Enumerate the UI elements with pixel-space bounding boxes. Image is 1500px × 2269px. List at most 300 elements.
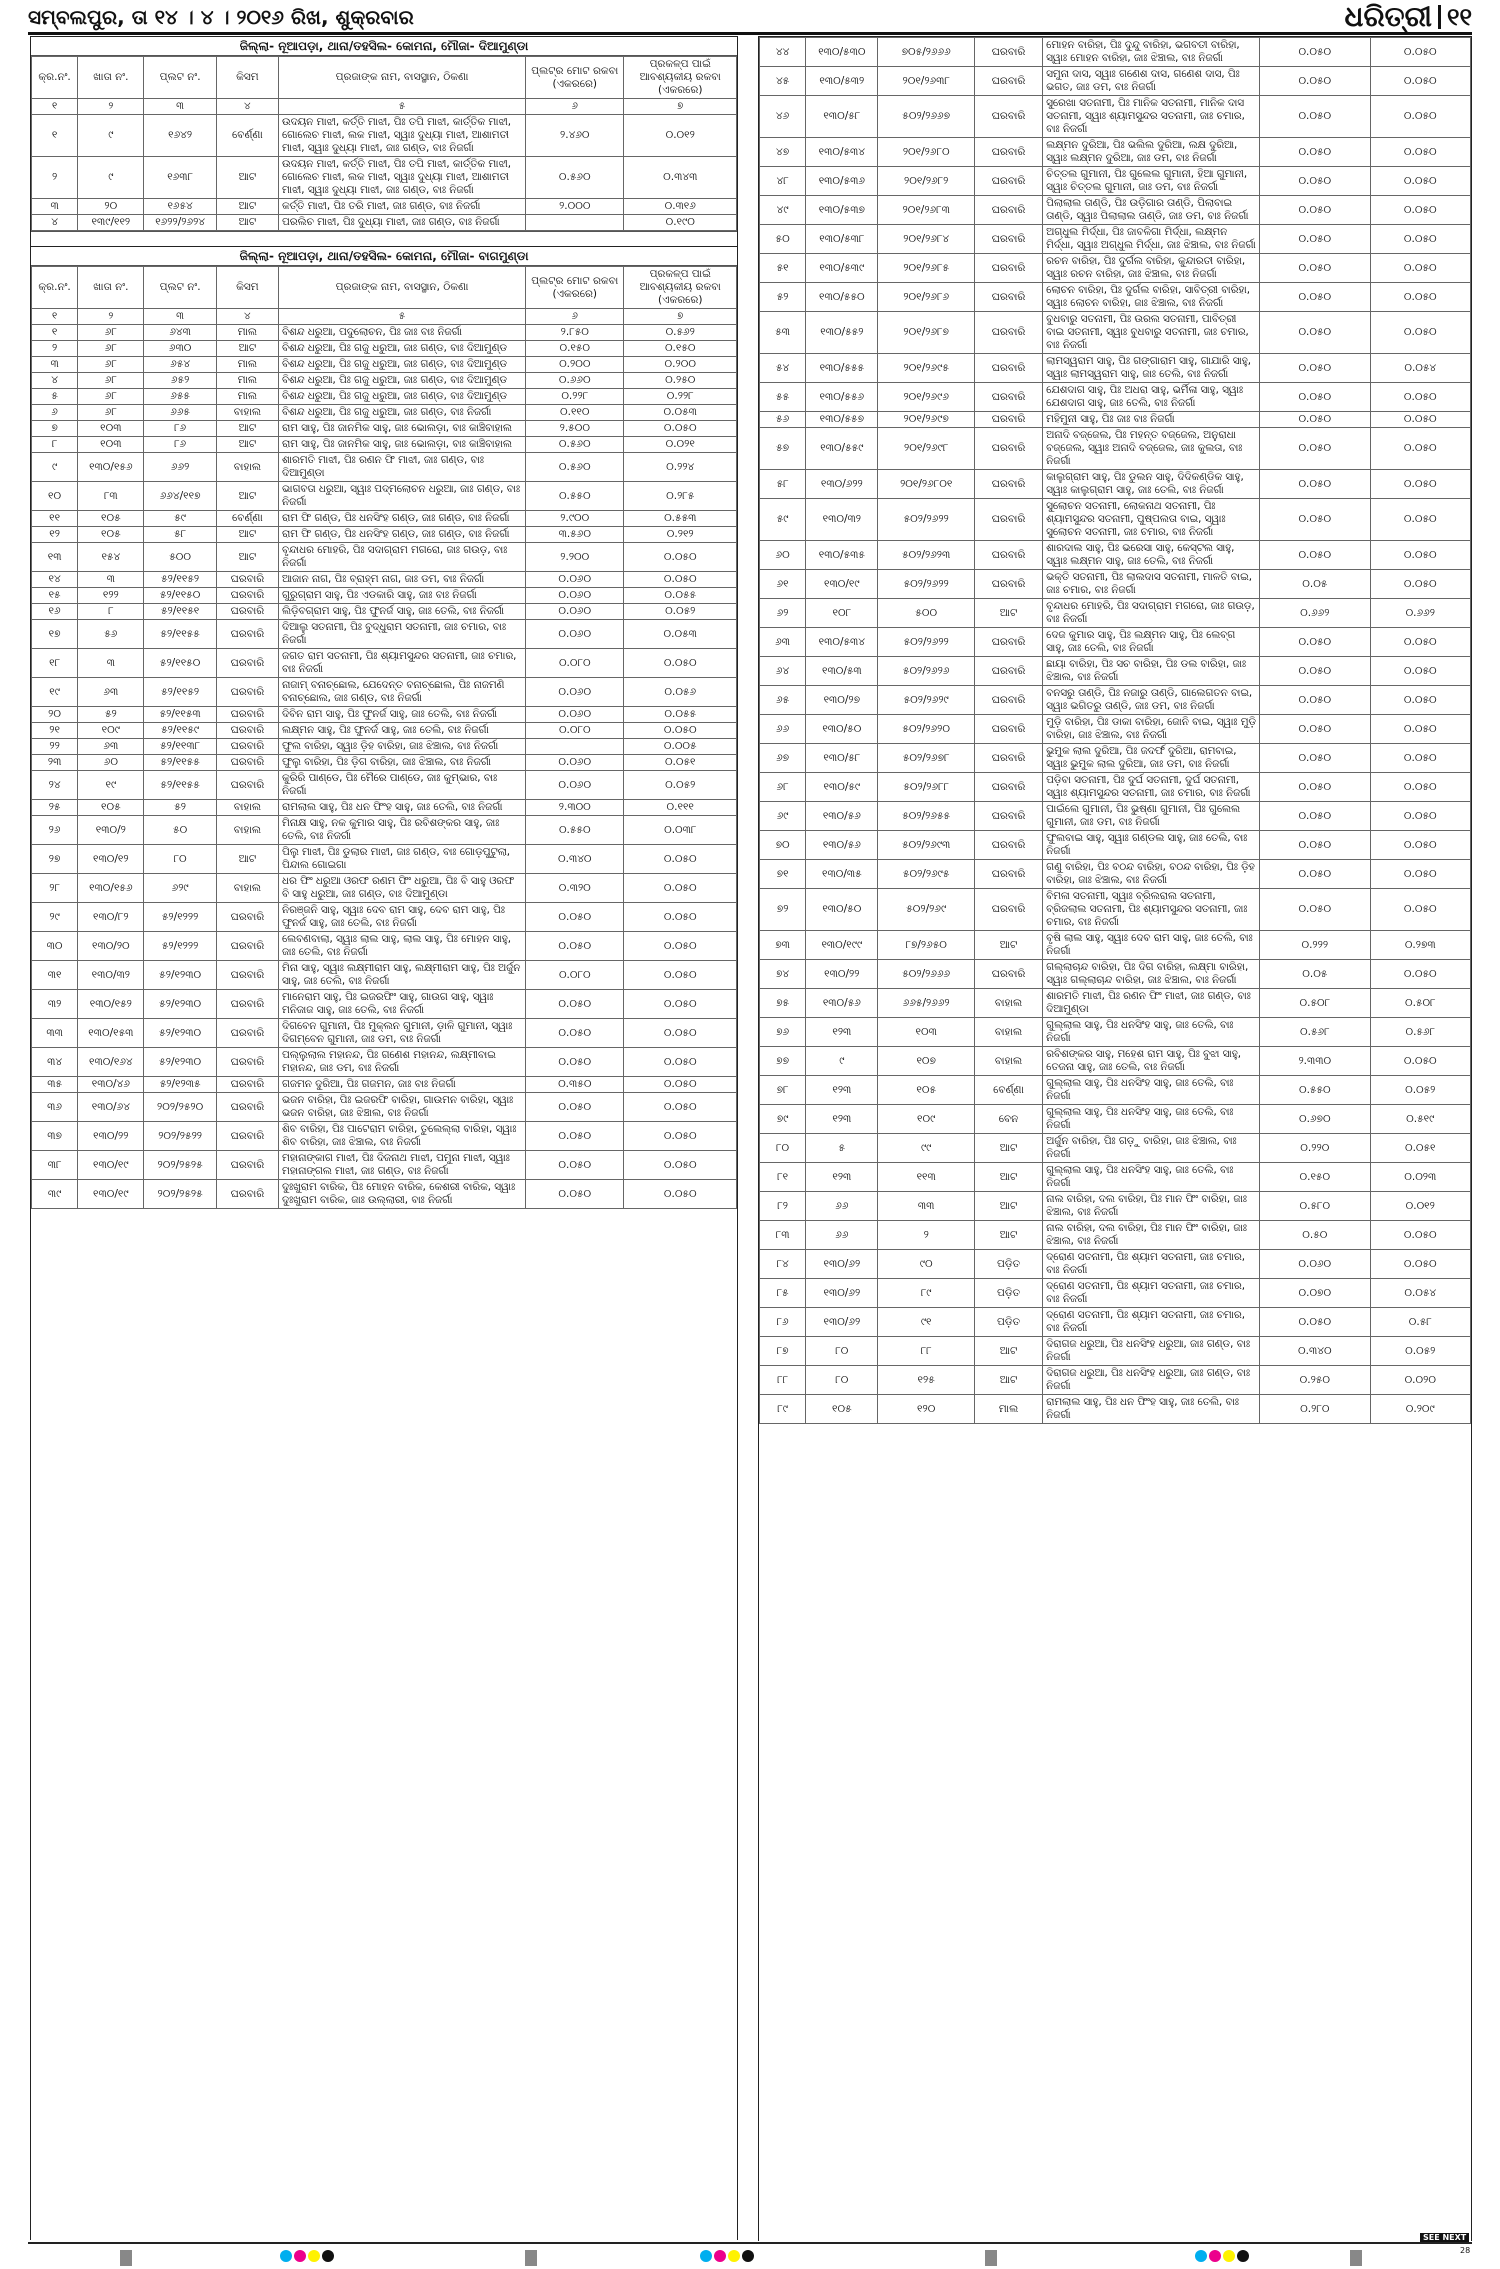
table-cell: ୦.୦୫୦ (624, 1048, 737, 1077)
table-row (760, 773, 1471, 802)
table-cell: ୫୦୨/୨୬୨୩ (878, 541, 974, 570)
table-row (32, 604, 737, 620)
column-number: ୬ (526, 99, 624, 115)
table-cell: ୦.୧୫୦ (526, 341, 624, 357)
table-cell: ୧୨୦ (878, 1395, 974, 1424)
table-cell: ୬୩ (78, 739, 144, 755)
table-cell: ୦.୦୫ (1260, 960, 1370, 989)
table-cell: ୦.୫୫୦ (526, 816, 624, 845)
table-cell: ଘରବାରି (216, 932, 278, 961)
table-cell: ୮୦ (760, 1134, 806, 1163)
print-color-dot (1223, 2250, 1235, 2262)
table-cell: ୧୩୦/୫୬ (806, 989, 878, 1018)
table-cell: ୨୦ (32, 707, 78, 723)
table-cell: ୫୦ (144, 816, 216, 845)
table-cell: ୦.୦୫୦ (1370, 96, 1470, 138)
table-cell: ୦.୦୫୦ (526, 1180, 624, 1209)
table-cell: ଘରବାରି (974, 744, 1042, 773)
table-cell: ୫୦୨/୨୬୫୫ (878, 802, 974, 831)
table-cell: ଲକ୍ଷ୍ମନ ସାହୁ, ପିଃ ଫୁନର୍ଜ ସାହୁ, ଜାଃ ତେଲି, ବାଃ ନିଜର୍ଗା (279, 723, 526, 739)
registration-marks-2 (525, 2250, 537, 2266)
table-cell: ୫୨/୧୧୫୫ (144, 620, 216, 649)
column-header: କ୍ର.ନଂ. (32, 267, 78, 309)
table-cell: ଆଟ (974, 1192, 1042, 1221)
table-cell: ୨୩ (32, 755, 78, 771)
table-cell: ଚିତ୍ତଲ ଗୁମାନୀ, ପିଃ ଗୁଲେଲ ଗୁମାନୀ, ହିଆ ଗୁମାନୀ, ସ୍ୱାଃ ଚିତ୍ତଲ ଗୁମାନୀ, ଜାଃ ଡମ, ବାଃ ନିଜର୍ଗା (1043, 167, 1260, 196)
table-cell: ୦.୦୫୦ (526, 1093, 624, 1122)
table-cell: ଘରବାରି (216, 739, 278, 755)
table-cell: ୦.୦୫୦ (1370, 802, 1470, 831)
table-cell: ୧୦୫ (78, 527, 144, 543)
table-cell: ୧୨୫ (878, 1366, 974, 1395)
table-cell: ୯ (78, 157, 144, 199)
table-cell: ୦.୦୫୦ (1260, 138, 1370, 167)
table-cell: ୩୭ (32, 1122, 78, 1151)
table-cell: ଗୁଲ୍ଲାଲ ସାହୁ, ପିଃ ଧନସିଂହ ସାହୁ, ଜାଃ ତେଲି, ବାଃ ନିଜର୍ଗା (1043, 1105, 1260, 1134)
masthead (28, 2, 1472, 35)
table-cell: ୦.୨୮୫ (624, 482, 737, 511)
table-cell: ୧୩୦/୫୦ (806, 715, 878, 744)
table-cell: ରଚନ ବାରିହା, ପିଃ ଦୁର୍ଗଲ ବାରିହା, କୁନ୍ଦାରତୀ ବାରିହା, ସ୍ୱାଃ ରଚନ ବାରିହା, ଜାଃ ଝିଞ୍ଚାଲ, ବାଃ ନିଜର୍ଗା (1043, 254, 1260, 283)
table-cell: ବିଶନ୍ଦ ଧରୁଆ, ପିଃ ଗଜୁ ଧରୁଆ, ଜାଃ ଗଣ୍ଡ, ବାଃ ଦିଆମୁଣ୍ଡ (279, 341, 526, 357)
table-cell: ଶାରମତି ମାଝୀ, ପିଃ ରଣନ ଫି ମାଝୀ, ଜାଃ ଗଣ୍ଡ, ବାଃ ଦିଆମୁଣ୍ଡା (279, 453, 526, 482)
table-cell: ୧୩୦/୧୯ (806, 570, 878, 599)
table-cell: ୦.୦୫୦ (624, 903, 737, 932)
table-cell: ୨୦୨/୨୫୨୫ (144, 1180, 216, 1209)
table-row (760, 570, 1471, 599)
table-cell: ଭୁମୁକ ଲାଲ ଦୁରିଆ, ପିଃ ଜଦର୍ଫ ଦୁରିଆ, ରାମବାଇ, ସ୍ୱାଃ ଭୁମୁକ ଲାଲ ଦୁରିଆ, ଜାଃ ଡମ, ବାଃ ନିଜର୍ଗା (1043, 744, 1260, 773)
table-cell: ୪୮ (760, 167, 806, 196)
table-cell: ୦.୦୫୦ (1370, 889, 1470, 931)
table-row (32, 874, 737, 903)
table-cell: ଘରବାରି (974, 283, 1042, 312)
table-cell: ମୁଡ଼ି ବାରିହା, ପିଃ ଡାକା ବାରିହା, ଜୋନି ବାଇ, ସ୍ୱାଃ ମୁଡ଼ି ବାରିହା, ଜାଃ ଝିଞ୍ଚାଲ, ବାଃ ନିଜର୍ଗା (1043, 715, 1260, 744)
table-cell: ପରଲିଚ ମାଝୀ, ପିଃ ଦୁଧ୍ୟା ମାଝୀ, ଜାଃ ଗଣ୍ଡ, ବାଃ ନିଜର୍ଗା (279, 215, 526, 231)
table-row (32, 771, 737, 800)
table-cell: ଆଟ (216, 157, 278, 199)
table-row (760, 196, 1471, 225)
print-color-dot (1237, 2250, 1249, 2262)
table-cell: ୬୩ (760, 628, 806, 657)
table-cell: ୦.୦୫୦ (1260, 773, 1370, 802)
table-cell: ୦.୦୨୧ (624, 437, 737, 453)
table-cell: ୧୨୩ (806, 1105, 878, 1134)
table-cell: ୦.୦୫୦ (624, 874, 737, 903)
table-cell: ୦.୦୫୨ (1370, 1076, 1470, 1105)
table-cell: ୫୨/୧୨୩୫ (144, 1077, 216, 1093)
table-row (760, 1134, 1471, 1163)
table-cell: ନାଲ ବାରିହା, ଦଲ ବାରିହା, ପିଃ ମାନ ଫିଂ ବାରିହା, ଜାଃ ଝିଞ୍ଚାଲ, ବାଃ ନିଜର୍ଗା (1043, 1221, 1260, 1250)
table-cell: ୮୬ (144, 421, 216, 437)
table-cell: ୦.୦୫୦ (624, 932, 737, 961)
table-cell: ୦.୦୫୪ (1370, 354, 1470, 383)
table-cell: ୦.୫୦ (1260, 1221, 1370, 1250)
table-cell: ୫୨/୧୧୫୫ (144, 771, 216, 800)
table-cell: ୦.୦୫୦ (624, 961, 737, 990)
table-cell: ୦.୦୫୦ (1370, 225, 1470, 254)
table-cell: ମାଲ (216, 325, 278, 341)
table-cell: ୪ (32, 215, 78, 231)
table-cell: ୫୨/୧୨୩୦ (144, 961, 216, 990)
table-cell: ଗଜମନ ଦୁରିଆ, ପିଃ ଗଜମନ, ଜାଃ ବାଃ ନିଜର୍ଗା (279, 1077, 526, 1093)
table-cell: ୦.୨୫୦ (624, 373, 737, 389)
table-cell: ୦.୦୫୧ (624, 755, 737, 771)
table-cell: ୪୭ (760, 138, 806, 167)
table-cell: ଘରବାରି (974, 570, 1042, 599)
table-cell: ୦.୦୫୦ (1260, 744, 1370, 773)
table-cell: ୦.୦୫୦ (1370, 499, 1470, 541)
table-cell: ୦.୦୫୦ (1370, 541, 1470, 570)
table-cell: ବେନ (974, 1105, 1042, 1134)
table-row (32, 543, 737, 572)
table-cell: ଆଟ (974, 1337, 1042, 1366)
print-color-dot (322, 2250, 334, 2262)
print-color-dot (280, 2250, 292, 2262)
table-cell: ୦.୨୦୦ (526, 357, 624, 373)
table-cell: ମାଲ (216, 373, 278, 389)
table-cell: ୧ (32, 325, 78, 341)
table-cell: ୧୯ (78, 771, 144, 800)
table-cell: ୧୩୦/୧୫୬ (78, 453, 144, 482)
table-row (760, 860, 1471, 889)
table-cell: ୬୨ (760, 599, 806, 628)
print-color-dot (308, 2250, 320, 2262)
table-cell: ୯ (32, 453, 78, 482)
table-cell: ୧୩୦/୫୫୬ (806, 383, 878, 412)
table-row (32, 649, 737, 678)
table-cell: ବାହାଲ (216, 816, 278, 845)
table-cell: ୩୨ (32, 990, 78, 1019)
table-row (32, 157, 737, 199)
table-cell: ୦.୦୮୦ (526, 649, 624, 678)
table-cell: ୦.୦୬୦ (526, 678, 624, 707)
table-cell: ୦.୦୫୦ (1370, 383, 1470, 412)
print-color-dot (714, 2250, 726, 2262)
table-cell: ୦.୫୬୮ (1260, 1018, 1370, 1047)
table-cell: ୮୦ (144, 845, 216, 874)
table-cell: ୦.୬୭୦ (1260, 1105, 1370, 1134)
table-cell: ଘରବାରି (974, 686, 1042, 715)
table-cell: ୦.୦୨୦ (1370, 1366, 1470, 1395)
table-cell: ୨.୯୦୦ (526, 511, 624, 527)
table-cell: ୦.୦୫୦ (1260, 167, 1370, 196)
table-row (32, 527, 737, 543)
table-cell: ଅଗ୍ଧୁଲ ମିର୍ଦ୍ଧା, ପିଃ ଜାବଳିଗା ମିର୍ଦ୍ଧା, ଲକ୍ଷ୍ମନ ମିର୍ଦ୍ଧା, ସ୍ୱାଃ ଅଗ୍ଧୁଲ ମିର୍ଦ୍ଧା, ଜାଃ ଝିଞ୍ଚାଲ, ବାଃ ନିଜର୍ଗା (1043, 225, 1260, 254)
table-cell: ୫୭ (760, 428, 806, 470)
table-cell: ୬୫୪ (144, 357, 216, 373)
table-row (32, 115, 737, 157)
table-cell: ୬୪୩ (144, 325, 216, 341)
table-cell: ୧୩୦/୨ (78, 816, 144, 845)
table-row (760, 1105, 1471, 1134)
table-cell: ପଲ୍ଲୁଲାଲ ମହାନନ୍ଦ, ପିଃ ଗଣେଶ ମହାନନ୍ଦ, ଲକ୍ଷ୍ମୀବାଇ ମହାନନ୍ଦ, ଜାଃ ଡମ, ବାଃ ନିଜର୍ଗା (279, 1048, 526, 1077)
table-cell: ୦.୦୫୦ (526, 990, 624, 1019)
table-cell: ୫୨ (144, 800, 216, 816)
table-cell: ୯୯ (878, 1134, 974, 1163)
table-cell: ୨.୦୦୦ (526, 199, 624, 215)
table-cell: ୬୬୨ (144, 453, 216, 482)
table-cell: ଘରବାରି (216, 1093, 278, 1122)
table-cell: ନାଜାମ୍ ବନାଚ୍ଛୋଲ, ଯେଦେନ୍ତ ବନାଚ୍ଛୋଲ, ପିଃ ନାଜମଣି ବନାଚ୍ଛୋଲ, ଜାଃ ଗଣ୍ଡ, ବାଃ ନିଜର୍ଗା (279, 678, 526, 707)
table-cell: ୦.୦୫୦ (624, 1151, 737, 1180)
table-cell: ୬୩ (78, 678, 144, 707)
table-cell: ୫୨/୧୧୩୮ (144, 739, 216, 755)
table-cell: ୧୦୫ (806, 1395, 878, 1424)
header-row (32, 267, 737, 309)
table-row (32, 1151, 737, 1180)
color-dots-1 (280, 2250, 334, 2262)
table-cell: ୦.୦୫୦ (1260, 412, 1370, 428)
table-cell: ମାଲ (216, 389, 278, 405)
table-cell: ୧୧ (32, 511, 78, 527)
table-cell: ୦.୦୬୦ (526, 707, 624, 723)
table-cell: ୦.୫୦୮ (1260, 989, 1370, 1018)
table-cell: ୫୨/୧୨୩୦ (144, 990, 216, 1019)
table-cell: ଘରବାରି (216, 961, 278, 990)
table-cell: ୦.୦୫୦ (1370, 1221, 1470, 1250)
table-row (760, 628, 1471, 657)
table-cell: ୧ (32, 115, 78, 157)
table-cell: ୦.୦୫୦ (1260, 831, 1370, 860)
column-number: ୨ (78, 99, 144, 115)
table-cell: ୦.୦୫୦ (1370, 960, 1470, 989)
table-cell: ୫୦୨/୨୬୨୨ (878, 499, 974, 541)
table-cell: ୧୩୦/୫୫୨ (806, 312, 878, 354)
table-row (32, 325, 737, 341)
table-cell: ୬୯ (760, 802, 806, 831)
table-cell: ୧୩୯/୧୧୨ (78, 215, 144, 231)
table-cell: ବାହାଲ (216, 874, 278, 903)
table-cell: ୦.୦୫୦ (624, 543, 737, 572)
table-cell: ୨୦୧/୨୬୮୦୧ (878, 470, 974, 499)
table-cell: ବୃନ୍ଦାଧର ମୋହରି, ପିଃ ସଦାଗ୍ରାମ ମଗରୋ, ଜାଃ ଗଉଡ଼, ବାଃ ନିଜର୍ଗା (279, 543, 526, 572)
table-cell: ଜଗତ ରାମ ସତନାମୀ, ପିଃ ଶ୍ୟାମସୁନ୍ଦର ସତନାମୀ, ଜାଃ ଚମାର, ବାଃ ନିଜର୍ଗା (279, 649, 526, 678)
table-cell: ୧୩ (32, 543, 78, 572)
ledger-table (759, 37, 1471, 1424)
table-cell: ୦.୦୫୦ (1370, 254, 1470, 283)
registration-marks-3 (985, 2250, 997, 2266)
table-cell: ୦.୩୨୦ (526, 874, 624, 903)
table-cell: ୨୦୨/୨୫୨୦ (144, 1093, 216, 1122)
table-cell: ୦.୦୧୨ (624, 115, 737, 157)
table-row (760, 831, 1471, 860)
table-cell: ୦.୦୧୨ (1370, 1192, 1470, 1221)
table-cell: ୧୦୭ (878, 1047, 974, 1076)
table-cell: ୯୧ (878, 1308, 974, 1337)
table-row (760, 657, 1471, 686)
table-cell: ୫୦୨/୨୬୮୮ (878, 773, 974, 802)
table-cell: ୨୦୨/୨୫୨୨ (144, 1122, 216, 1151)
table-cell: ବିଶନ୍ଦ ଧରୁଆ, ପଦୁଲୋଚନ, ପିଃ ଜାଃ ବାଃ ନିଜର୍ଗା (279, 325, 526, 341)
table-cell: ଆଟ (216, 437, 278, 453)
table-cell: ୭୪ (760, 960, 806, 989)
table-cell: ୦.୦୫୦ (526, 1019, 624, 1048)
table-cell: ଦ୍ରୋଣ ସତନାମୀ, ପିଃ ଶ୍ୟାମ ସତନାମୀ, ଜାଃ ଚମାର, ବାଃ ନିଜର୍ଗା (1043, 1250, 1260, 1279)
table-row (760, 38, 1471, 67)
table-cell: ୨୦୧/୨୬୮୨ (878, 167, 974, 196)
table-cell: ୦.୦୫୦ (1260, 657, 1370, 686)
table-cell: ୫୦୨/୨୬୨୨ (878, 570, 974, 599)
table-row (760, 1018, 1471, 1047)
table-cell: ଘରବାରି (216, 678, 278, 707)
header-row (32, 57, 737, 99)
table-cell: ଘରବାରି (216, 604, 278, 620)
table-cell: ୦.୦୫୧ (1370, 1134, 1470, 1163)
table-cell: ୧୩୦/୧୬୪ (78, 1048, 144, 1077)
table-cell: ଘରବାରି (216, 1122, 278, 1151)
table-cell: ୭୮ (760, 1076, 806, 1105)
table-cell: ଦିରାଗଜ ଧରୁଆ, ପିଃ ଧନସିଂହ ଧରୁଆ, ଜାଃ ଗଣ୍ଡ, ବାଃ ନିଜର୍ଗା (1043, 1337, 1260, 1366)
table-cell: ଦ୍ରୋଣ ସତନାମୀ, ପିଃ ଶ୍ୟାମ ସତନାମୀ, ଜାଃ ଚମାର, ବାଃ ନିଜର୍ଗା (1043, 1308, 1260, 1337)
table-cell: ଆଟ (216, 482, 278, 511)
table-cell: ୫୨/୧୧୫୫ (144, 755, 216, 771)
table-cell: ୦.୦୮୦ (526, 961, 624, 990)
table-cell: ୬୮ (78, 341, 144, 357)
table-cell: ୦.୨୨୮ (624, 389, 737, 405)
table-cell: ମହିମୁନୀ ସାହୁ, ପିଃ ଜାଃ ବାଃ ନିଜର୍ଗା (1043, 412, 1260, 428)
table-cell: ୧୮ (32, 649, 78, 678)
table-row (760, 283, 1471, 312)
table-cell: ଘରବାରି (974, 773, 1042, 802)
table-row (760, 1221, 1471, 1250)
table-cell: ୦.୦୫୦ (1260, 196, 1370, 225)
table-cell: ୩୬ (32, 1093, 78, 1122)
table-cell: ୯ (78, 115, 144, 157)
table-cell: ଆଟ (974, 1221, 1042, 1250)
table-cell: ୧୦୩ (78, 421, 144, 437)
table-cell: ୪୪ (760, 38, 806, 67)
table-cell: ୦.୩୪୩ (624, 157, 737, 199)
table-cell: ୦.୦୫୦ (624, 1093, 737, 1122)
table-cell: ୦.୦୫୦ (1260, 499, 1370, 541)
table-row (32, 389, 737, 405)
table-cell: ୦.୫୮ (1370, 1308, 1470, 1337)
table-cell: ୬୨୯ (144, 874, 216, 903)
table-cell: ଘରବାରି (216, 1077, 278, 1093)
table-cell: ଫୁଲୁ ବାରିହା, ପିଃ ଡ଼ିଗ ବାରିହା, ଜାଃ ଝିଞ୍ଚାଲ, ବାଃ ନିଜର୍ଗା (279, 755, 526, 771)
table-cell: ୧୩୦/୫୮ (806, 744, 878, 773)
table-cell: ୧୫ (32, 588, 78, 604)
table-cell: ୨୦୧/୨୬୯୮ (878, 428, 974, 470)
table-cell: ୧୩୦/୫୩୨ (806, 67, 878, 96)
table-cell: ୪୯ (760, 196, 806, 225)
table-row (760, 1337, 1471, 1366)
column-header: ଖାତା ନଂ. (78, 267, 144, 309)
table-cell: ୦.୦୫୦ (1260, 383, 1370, 412)
table-cell: ୧୩୦/୫୩୬ (806, 167, 878, 196)
table-cell: ଲାମସ୍ୱରାମ ସାହୁ, ପିଃ ଗଙ୍ଗାରାମ ସାହୁ, ଗାଯାରି ସାହୁ, ସ୍ୱାଃ ଲାମସ୍ୱରାମ ସାହୁ, ଜାଃ ତେଲି, ବାଃ ନିଜର୍ଗା (1043, 354, 1260, 383)
table-cell: ୧୩୦/୮୨ (78, 903, 144, 932)
page-number: ୧୧ (1446, 3, 1472, 31)
table-cell: ୧୩୦/୧୯ (78, 1180, 144, 1209)
table-cell: ଘରବାରି (216, 1048, 278, 1077)
table-cell: ୫୦୨/୨୬୨୦ (878, 715, 974, 744)
table-cell: ଘରବାରି (974, 657, 1042, 686)
table-cell: ୦.୦୫୬ (624, 678, 737, 707)
table-cell: ୭୧ (760, 860, 806, 889)
table-cell: ୫୨/୧୧୫୨ (144, 572, 216, 588)
table-cell: ବାହାଲ (974, 1018, 1042, 1047)
table-cell: ୦.୦୫୦ (1370, 1250, 1470, 1279)
table-cell: ଫୁଲ ବାରିହା, ସ୍ୱାଃ ଡ଼ିହ ବାରିହା, ଜାଃ ଝିଞ୍ଚାଲ, ବାଃ ନିଜର୍ଗା (279, 739, 526, 755)
table-cell: ୧୦୮ (806, 599, 878, 628)
table-cell: ୧୦୫ (78, 511, 144, 527)
table-cell: ୦.୦୭୦ (1260, 1279, 1370, 1308)
table-cell: ୦.୫୫୦ (526, 482, 624, 511)
ledger-table (31, 266, 737, 1209)
table-cell: ରାମ ସାହୁ, ପିଃ ଜାନମିକ ସାହୁ, ଜାଃ ଭୋଲଡ଼ା, ବାଃ କାଞ୍ଚିବାହାଲ (279, 421, 526, 437)
table-cell: ୦.୦୬୦ (1260, 1250, 1370, 1279)
table-row (32, 357, 737, 373)
grey-swatch (120, 2250, 132, 2266)
table-cell: ୧୩୦/୫୮ (806, 96, 878, 138)
table-cell: ୦.୦୫୦ (1260, 686, 1370, 715)
table-cell: ୮୧ (760, 1163, 806, 1192)
table-cell: ୧୩୦/୬୨ (806, 1308, 878, 1337)
table-row (760, 428, 1471, 470)
table-cell: ୦.୦୫୦ (1260, 470, 1370, 499)
table-cell: ଲକ୍ଷ୍ମନ ଦୁରିଆ, ପିଃ ଭଲିଲ ଦୁରିଆ, ଲକ୍ଷ ଦୁରିଆ, ସ୍ୱାଃ ଲକ୍ଷ୍ମନ ଦୁରିଆ, ଜାଃ ଡମ, ବାଃ ନିଜର୍ଗା (1043, 138, 1260, 167)
table-cell: ରାମ ସାହୁ, ପିଃ ଜାନମିକ ସାହୁ, ଜାଃ ଭୋଲଡ଼ା, ବାଃ କାଞ୍ଚିବାହାଲ (279, 437, 526, 453)
table-cell: ୭୩ (760, 931, 806, 960)
table-cell: ୦.୦୫୦ (1260, 541, 1370, 570)
table-cell: ଗୁଲ୍ଲାଲ ସାହୁ, ପିଃ ଧନସିଂହ ସାହୁ, ଜାଃ ତେଲି, ବାଃ ନିଜର୍ଗା (1043, 1076, 1260, 1105)
table-cell: ୧୯ (32, 678, 78, 707)
table-cell: ୧୩୦/୬୨ (806, 1250, 878, 1279)
table-cell: ସୁରେଖା ସତନାମୀ, ପିଃ ମାନିକ ସତନାମୀ, ମାନିକ ଦାସ ସତନାମୀ, ସ୍ୱାଃ ଶ୍ୟାମସୁନ୍ଦର ସତନାମୀ, ଜାଃ ଚମାର, ବାଃ ନିଜର୍ଗା (1043, 96, 1260, 138)
table-cell: ପଡ଼ିତ (974, 1250, 1042, 1279)
table-cell: ଅନାଦି ବଜ୍ଜେଲ, ପିଃ ମହନ୍ତ ବଜ୍ଜେଲ, ଅନୁରାଧା ବଜ୍ଜେଲ, ସ୍ୱାଃ ଅନାଦି ବଜ୍ଜେଲ, ଜାଃ କୁଲତା, ବାଃ ନିଜର୍ଗା (1043, 428, 1260, 470)
column-header: ପ୍ଲଟ ନଂ. (144, 57, 216, 99)
table-cell: ୦.୧୯୦ (624, 215, 737, 231)
table-cell: ୦.୦୫୦ (624, 1180, 737, 1209)
table-cell: ୦.୩୪୦ (526, 845, 624, 874)
table-cell: ଘରବାରି (216, 1180, 278, 1209)
table-cell: ୫୨/୧୨୨୨ (144, 903, 216, 932)
table-cell: ପିଲାଲାଲ ତାଣ୍ଡି, ପିଃ ଉଡ଼ିଗାର ତାଣ୍ଡି, ପିଲାବାଇ ତାଣ୍ଡି, ସ୍ୱାଃ ପିଲାଲାଲ ତାଣ୍ଡି, ଜାଃ ଡମ, ବାଃ ନିଜର୍ଗା (1043, 196, 1260, 225)
table-cell: ୫୨/୧୨୩୦ (144, 1019, 216, 1048)
table-cell: ୫୦୨/୨୬୨୨ (878, 628, 974, 657)
table-row (32, 437, 737, 453)
table-cell: ଘରବାରି (974, 541, 1042, 570)
table-cell: ଆଟ (216, 215, 278, 231)
table-cell: ୧୩୦/୧୫୨ (78, 990, 144, 1019)
table-cell: ୦.୬୬୦ (526, 373, 624, 389)
table-cell: ୦.୦୫୫ (624, 707, 737, 723)
table-cell: ୬୮ (78, 405, 144, 421)
table-cell: ୦.୦୫୨ (1370, 1337, 1470, 1366)
table-cell: ୮ (78, 604, 144, 620)
table-row (32, 1048, 737, 1077)
table-row (760, 744, 1471, 773)
table-cell: ବେର୍ଣ୍ଣା (216, 511, 278, 527)
table-cell: ୦.୬୬୨ (1260, 599, 1370, 628)
table-row (760, 1250, 1471, 1279)
table-cell: ୫୨/୧୧୫୧ (144, 604, 216, 620)
table-cell: ୧୩୦/୧୨ (78, 845, 144, 874)
table-cell: ଘରବାରି (216, 903, 278, 932)
table-cell: ୮୯ (878, 1279, 974, 1308)
table-cell: ୨.୪୬୦ (526, 115, 624, 157)
column-number: ୪ (216, 99, 278, 115)
table-cell: ୦.୦୫୦ (1370, 67, 1470, 96)
table-cell: ବନସରୁ ତାଣ୍ଡି, ପିଃ ନଜାରୁ ତାଣ୍ଡି, ଗାଲେଗତନ ବାଇ, ସ୍ୱାଃ ଭଗିତରୁ ତାଣ୍ଡି, ଜାଃ ଡମ, ବାଃ ନିଜର୍ଗା (1043, 686, 1260, 715)
table-cell: ୦.୫୮୦ (1260, 1192, 1370, 1221)
table-row (760, 1192, 1471, 1221)
table-cell: ୮୫ (760, 1279, 806, 1308)
table-row (760, 225, 1471, 254)
divider-bar (1438, 5, 1441, 29)
